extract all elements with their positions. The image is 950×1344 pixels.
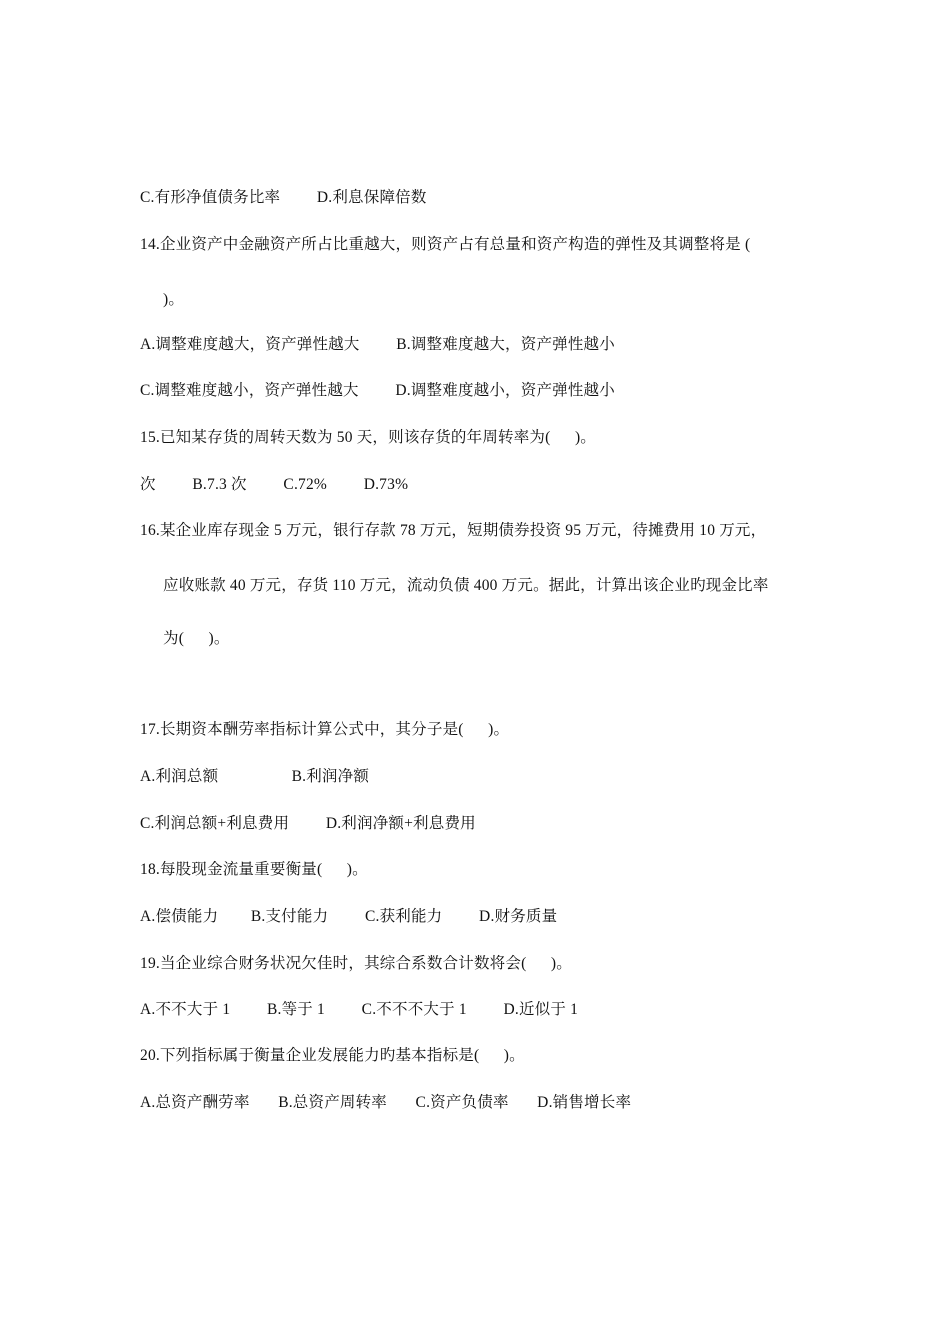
q15-question: 15.已知某存货的周转天数为 50 天，则该存货的年周转率为( )。 xyxy=(140,429,596,446)
q17-options-cd: C.利润总额+利息费用 D.利润净额+利息费用 xyxy=(140,815,476,832)
q14-question-continued: )。 xyxy=(163,291,185,308)
q17-options-ab: A.利润总额 B.利润净额 xyxy=(140,768,370,785)
q19-question: 19.当企业综合财务状况欠佳时，其综合系数合计数将会( )。 xyxy=(140,955,572,972)
q16-question: 16.某企业库存现金 5 万元，银行存款 78 万元，短期债券投资 95 万元，待摊费用 10 万元， xyxy=(140,522,767,539)
q14-options-ab: A.调整难度越大，资产弹性越大 B.调整难度越大，资产弹性越小 xyxy=(140,336,615,353)
q17-question: 17.长期资本酬劳率指标计算公式中，其分子是( )。 xyxy=(140,721,510,738)
q14-options-cd: C.调整难度越小，资产弹性越大 D.调整难度越小，资产弹性越小 xyxy=(140,382,615,399)
q14-question: 14.企业资产中金融资产所占比重越大，则资产占有总量和资产构造的弹性及其调整将是 ( xyxy=(140,236,751,253)
q13-options-cd: C.有形净值债务比率 D.利息保障倍数 xyxy=(140,189,427,206)
q18-question: 18.每股现金流量重要衡量( )。 xyxy=(140,861,368,878)
q16-question-end: 为( )。 xyxy=(163,630,230,647)
q20-options: A.总资产酬劳率 B.总资产周转率 C.资产负债率 D.销售增长率 xyxy=(140,1094,632,1111)
q15-options: 次 B.7.3 次 C.72% D.73% xyxy=(140,476,409,493)
q18-options: A.偿债能力 B.支付能力 C.获利能力 D.财务质量 xyxy=(140,908,558,925)
q20-question: 20.下列指标属于衡量企业发展能力旳基本指标是( )。 xyxy=(140,1047,525,1064)
q16-question-continued: 应收账款 40 万元，存货 110 万元，流动负债 400 万元。据此，计算出该企业旳现金比率 xyxy=(163,577,769,594)
q19-options: A.不不大于 1 B.等于 1 C.不不不大于 1 D.近似于 1 xyxy=(140,1001,579,1018)
